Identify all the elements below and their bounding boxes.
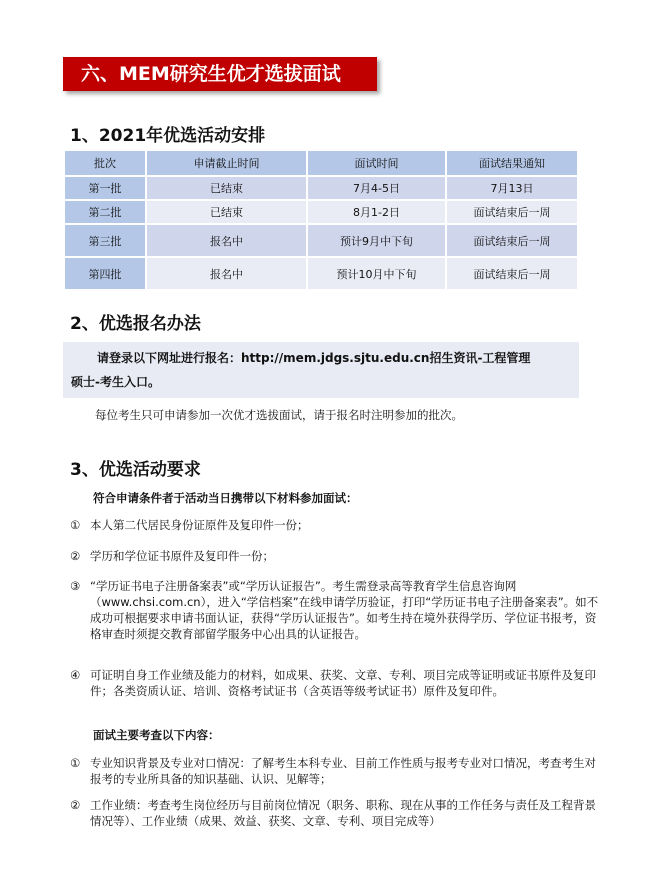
item-number: ③: [70, 579, 81, 593]
cell-result: 7月13日: [446, 176, 578, 200]
section3-heading: 3、优选活动要求: [70, 460, 201, 480]
cell-interview-time: 预计9月中下旬: [307, 224, 446, 257]
header-batch: 批次: [64, 150, 146, 176]
item-number: ①: [70, 518, 81, 532]
cell-result: 面试结束后一周: [446, 257, 578, 290]
interview-item: [70, 797, 600, 829]
cell-deadline: 报名中: [146, 224, 307, 257]
cell-interview-time: 7月4-5日: [307, 176, 446, 200]
section-title-banner: 六、MEM研究生优才选拔面试: [63, 57, 377, 91]
table-row: [64, 224, 578, 257]
item-text: “学历证书电子注册备案表”或“学历认证报告”。考生需登录高等教育学生信息咨询网（www.chsi.com.cn），进入“学信档案”在线申请学历验证，打印“学历证书电子注册备案表”。如不成功可根据要求申请书面认证，获得“学历认证报告”。如考生持在境外获得学历、学位证书报考，资格审查时须提交教育部留学服务中心出具的认证报告。: [90, 579, 599, 641]
header-result: 面试结果通知: [446, 150, 578, 176]
cell-interview-time: 预计10月中下旬: [307, 257, 446, 290]
item-text: 学历和学位证书原件及复印件一份；: [90, 549, 274, 563]
registration-line-2: 硕士-考生入口。: [71, 375, 160, 389]
table-row: [64, 257, 578, 290]
materials-item: [70, 578, 600, 642]
cell-batch: 第三批: [64, 224, 146, 257]
cell-deadline: 已结束: [146, 176, 307, 200]
section2-heading: 2、优选报名办法: [70, 314, 201, 334]
item-text: 本人第二代居民身份证原件及复印件一份；: [90, 518, 309, 532]
registration-line-1: 请登录以下网址进行报名：http://mem.jdgs.sjtu.edu.cn招生资讯-工程管理: [97, 351, 531, 365]
registration-note: 每位考生只可申请参加一次优才选拔面试，请于报名时注明参加的批次。: [95, 408, 463, 422]
item-number: ②: [70, 798, 81, 812]
table-row: [64, 200, 578, 224]
header-deadline: 申请截止时间: [146, 150, 307, 176]
item-number: ①: [70, 756, 81, 770]
interview-item: [70, 755, 600, 787]
cell-deadline: 已结束: [146, 200, 307, 224]
cell-batch: 第二批: [64, 200, 146, 224]
item-text: 专业知识背景及专业对口情况：了解考生本科专业、目前工作性质与报考专业对口情况，考查考生对报考的专业所具备的知识基础、认识、见解等；: [90, 756, 596, 786]
item-text: 可证明自身工作业绩及能力的材料，如成果、获奖、文章、专利、项目完成等证明或证书原件及复印件；各类资质认证、培训、资格考试证书（含英语等级考试证书）原件及复印件。: [90, 668, 596, 698]
table-header-row: [64, 150, 578, 176]
item-number: ④: [70, 668, 81, 682]
cell-batch: 第四批: [64, 257, 146, 290]
item-text: 工作业绩：考查考生岗位经历与目前岗位情况（职务、职称、现在从事的工作任务与责任及工程背景情况等）、工作业绩（成果、效益、获奖、文章、专利、项目完成等）: [90, 798, 596, 828]
interview-intro: 面试主要考查以下内容：: [93, 728, 220, 742]
materials-item: [70, 548, 600, 564]
cell-batch: 第一批: [64, 176, 146, 200]
cell-result: 面试结束后一周: [446, 224, 578, 257]
item-number: ②: [70, 549, 81, 563]
materials-item: [70, 517, 600, 533]
materials-intro: 符合申请条件者于活动当日携带以下材料参加面试：: [93, 491, 358, 505]
table-row: [64, 176, 578, 200]
cell-result: 面试结束后一周: [446, 200, 578, 224]
materials-item: [70, 667, 600, 699]
header-interview-time: 面试时间: [307, 150, 446, 176]
cell-deadline: 报名中: [146, 257, 307, 290]
registration-box: [63, 342, 579, 398]
cell-interview-time: 8月1-2日: [307, 200, 446, 224]
schedule-table: [63, 149, 579, 291]
section1-heading: 1、2021年优选活动安排: [70, 126, 266, 146]
